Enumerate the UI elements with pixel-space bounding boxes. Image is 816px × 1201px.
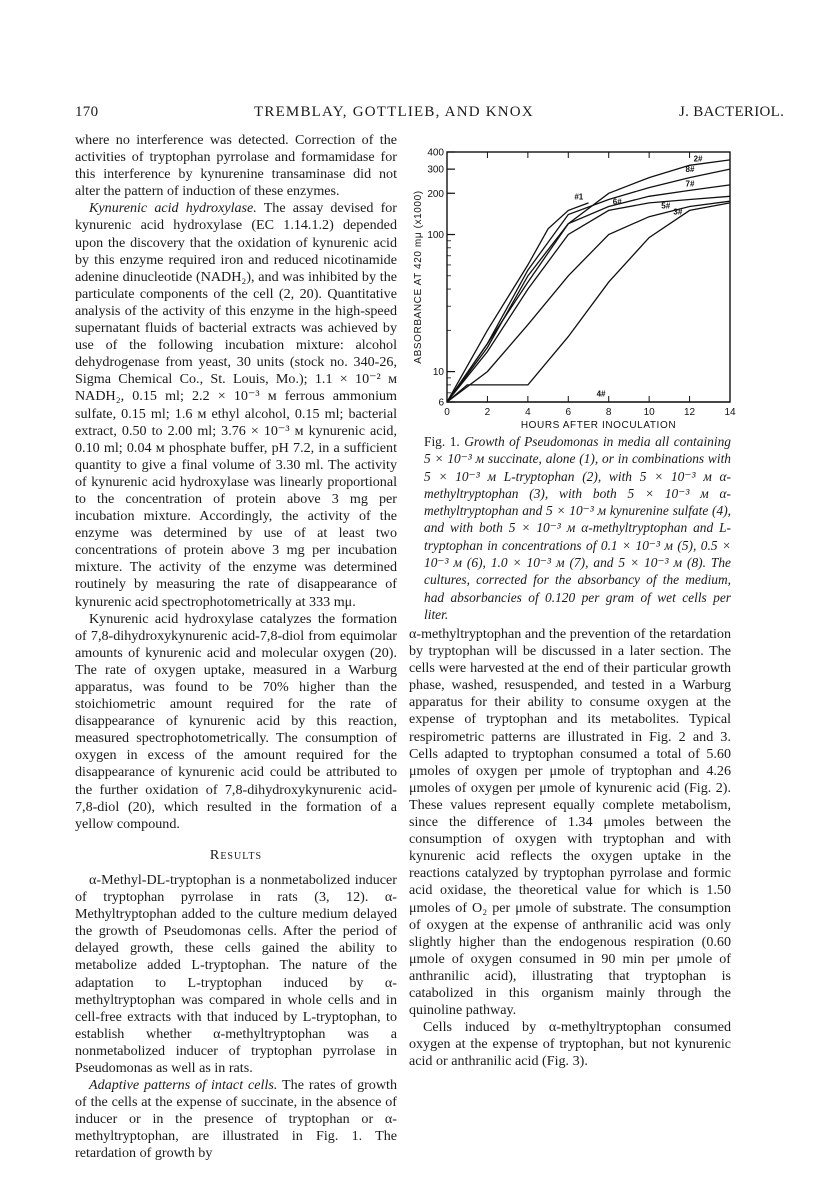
paragraph <box>75 1077 397 1162</box>
y-axis-label: ABSORBANCE AT 420 mμ (x1000) <box>413 190 424 364</box>
caption-text: Growth of Pseudomonas in media all containing 5 × 10⁻³ м succinate, alone (1), or in combinations with 5 × 10⁻³ м L-tryptophan (2), with 5 × 10⁻³ м α-methyltryptophan (3), with both 5 × 10⁻³ м α-methyltryptophan and 5 × 10⁻³ м kynurenine sulfate (4), and with both 5 × 10⁻³ м α-methyltryptophan and L-tryptophan in concentrations of 0.1 × 10⁻³ м (5), 0.5 × 10⁻³ м (6), 1.0 × 10⁻³ м (7), and 5 × 10⁻³ м (8). The cultures, corrected for the absorbancy of the medium, had absorbancies of 0.120 per gram of wet cells per liter. <box>424 434 731 622</box>
y-tick-label: 300 <box>427 164 444 176</box>
x-tick-label: 0 <box>444 407 450 418</box>
paragraph <box>75 200 397 610</box>
series-label: #1 <box>574 192 584 202</box>
x-axis-label: HOURS AFTER INOCULATION <box>520 420 677 430</box>
x-tick-label: 8 <box>605 407 612 418</box>
paragraph: Cells induced by α-methyltryptophan consumed oxygen at the expense of tryptophan, but not kynurenic acid or anthranilic acid (Fig. 3). <box>409 1019 731 1070</box>
caption-label: Fig. 1. <box>424 434 460 449</box>
growth-chart <box>405 140 745 430</box>
section-heading-results: Results <box>209 846 263 863</box>
paragraph: where no interference was detected. Correction of the activities of tryptophan pyrrolase and formamidase for this interference by kynurenine transaminase did not alter the pattern of induction of these enzymes. <box>75 132 397 200</box>
series-line <box>447 203 730 402</box>
x-tick-label: 4 <box>525 407 531 418</box>
paragraph-body: The assay devised for kynurenic acid hydroxylase (EC 1.14.1.2) depended upon the discovery that the oxidation of kynurenic acid by this enzyme required iron and reduced nicotinamide adenine dinucleotide (NADH₂), and was inhibited by the particulate components of the cell (2, 20). Quantitative analysis of the activity of this enzyme in the high-speed supernatant fluids of bacterial extracts was achieved by use of the following incubation mixture: alcohol dehydrogenase from yeast, 30 units (stock no. 340-26, Sigma Chemical Co., St. Louis, Mo.); 1.1 × 10⁻² м NADH₂, 0.15 ml; 2.2 × 10⁻³ м ferrous ammonium sulfate, 0.15 ml; 1.6 м ethyl alcohol, 0.15 ml; bacterial extract, 0.50 to 2.00 ml; 3.76 × 10⁻³ м kynurenic acid, 0.10 ml; 0.04 м phosphate buffer, pH 7.2, in a sufficient quantity to give a final volume of 3.30 ml. The activity of kynurenic acid hydroxylase was linearly proportional to the concentration of protein above 3 mg per incubation mixture. Accordingly, the activity of the enzyme was determined by use of at least two concentrations of protein above 3 mg per incubation mixture. The activity of the enzyme was determined routinely by measuring the rate of disappearance of kynurenic acid spectrophotometrically at 333 mμ. <box>75 200 398 610</box>
run-in-heading: Adaptive patterns of intact cells. <box>89 1077 278 1094</box>
left-column <box>75 132 397 1163</box>
series-label: 3# <box>673 207 683 217</box>
page-number: 170 <box>75 104 99 120</box>
x-tick-label: 2 <box>484 407 491 418</box>
x-tick-label: 10 <box>643 407 655 418</box>
series-label: 2# <box>693 154 703 164</box>
y-tick-label: 100 <box>427 230 444 242</box>
plot-frame <box>447 152 730 402</box>
y-tick-label: 10 <box>432 367 444 379</box>
x-tick-label: 6 <box>565 407 572 418</box>
x-tick-label: 14 <box>724 407 736 418</box>
run-in-heading: Kynurenic acid hydroxylase. <box>89 200 257 217</box>
series-line <box>447 201 730 402</box>
running-head-journal: J. BACTERIOL. <box>679 104 785 120</box>
paragraph: Kynurenic acid hydroxylase catalyzes the formation of 7,8-dihydroxykynurenic acid-7,8-diol from equimolar amounts of kynurenic acid and molecular oxygen (20). The rate of oxygen uptake, measured in a Warburg apparatus, was found to be 70% higher than the stoichiometric amount required for the rate of disappearance of kynurenic acid by this reaction, measured spectrophotometrically. The consumption of oxygen in excess of the amount required for the disappearance of kynurenic acid could be attributed to the further oxidation of 7,8-dihydroxykynurenic acid-7,8-diol (20), which resulted in the formation of a yellow compound. <box>75 610 397 832</box>
x-tick-label: 12 <box>684 407 696 418</box>
y-tick-label: 6 <box>438 397 444 409</box>
y-tick-label: 200 <box>427 188 444 200</box>
series-label: 8# <box>685 165 695 175</box>
paragraph: α-Methyl-DL-tryptophan is a nonmetabolized inducer of tryptophan pyrrolase in rats (3, 12). α-Methyltryptophan added to the culture medium delayed the growth of Pseudomonas cells. After the period of delayed growth, these cells gained the ability to metabolize added L-tryptophan. The nature of the adaptation to L-tryptophan induced by α-methyltryptophan was compared in whole cells and in cell-free extracts with that induced by L-tryptophan, to establish whether α-methyltryptophan was a nonmetabolized inducer of tryptophan pyrrolase in Pseudomonas as well as in rats. <box>75 871 397 1076</box>
figure-caption <box>424 433 731 623</box>
series-label: 5# <box>661 201 671 211</box>
series-line <box>447 160 730 402</box>
y-tick-label: 400 <box>427 147 444 159</box>
series-line <box>447 169 730 402</box>
series-label: 6# <box>612 197 622 207</box>
paragraph: α-methyltryptophan and the prevention of the retardation by tryptophan will be discussed in a later section. The cells were harvested at the end of their particular growth phase, washed, resuspended, and tested in a Warburg apparatus for their ability to consume oxygen at the expense of tryptophan and its metabolites. Typical respirometric patterns are illustrated in Fig. 2 and 3. Cells adapted to tryptophan consumed a total of 5.60 μmoles of oxygen per μmole of tryptophan and 4.26 μmoles of oxygen per μmole of kynurenic acid (Fig. 2). These values represent equally complete metabolism, since the difference of 1.34 μmoles between the consumption of oxygen with tryptophan and with kynurenic acid reflects the oxygen uptake in the reactions catalyzed by tryptophan pyrrolase and formic acid oxidase, the theoretical value for which is 1.50 μmoles of O₂ per μmole of substrate. The consumption of oxygen at the expense of anthranilic acid was only slightly higher than the endogenous respiration (0.60 μmole of oxygen consumed in 90 min per μmole of anthranilic acid), illustrating that tryptophan is catabolized in this organism mainly through the quinoline pathway. <box>409 626 731 1019</box>
series-label: 4# <box>596 389 606 399</box>
right-column <box>409 626 731 1070</box>
running-head-authors: TREMBLAY, GOTTLIEB, AND KNOX <box>254 104 534 120</box>
series-label: 7# <box>685 179 695 189</box>
paragraph-body: The rates of growth of the cells at the expense of succinate, in the absence of inducer or in the presence of tryptophan or α-methyltryptophan, are illustrated in Fig. 1. The retardation of growth by <box>75 1077 397 1162</box>
series-line <box>447 196 730 402</box>
